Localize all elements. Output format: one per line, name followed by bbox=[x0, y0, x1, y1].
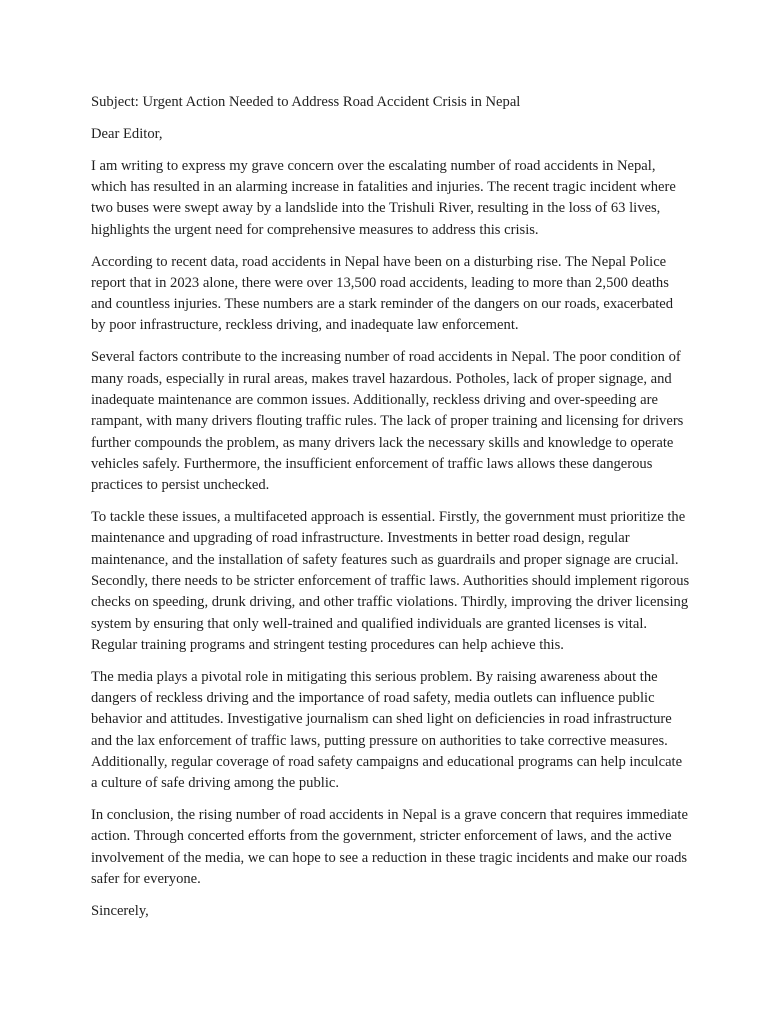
paragraph-causes: Several factors contribute to the increasing number of road accidents in Nepal. The poor condition of many roads, especially in rural areas, makes travel hazardous. Potholes, lack of proper signage, and inadequate maintenance are common issues. Additionally, reckless driving and over-speeding are rampant, with many drivers flouting traffic rules. The lack of proper training and licensing for drivers further compounds the problem, as many drivers lack the necessary skills and knowledge to operate vehicles safely. Furthermore, the insufficient enforcement of traffic laws allows these dangerous practices to persist unchecked. bbox=[91, 349, 684, 494]
letter-document bbox=[91, 92, 691, 933]
letter-closing: Sincerely, bbox=[91, 902, 149, 919]
paragraph-statistics: According to recent data, road accidents in Nepal have been on a disturbing rise. The Nepal Police report that in 2023 alone, there were over 13,500 road accidents, leading to more than 2,500 deaths and countless injuries. These numbers are a stark reminder of the dangers on our roads, exacerbated by poor infrastructure, reckless driving, and inadequate law enforcement. bbox=[91, 253, 674, 334]
paragraph-conclusion: In conclusion, the rising number of road accidents in Nepal is a grave concern that requires immediate action. Through concerted efforts from the government, stricter enforcement of laws, and the active involvement of the media, we can hope to see a reduction in these tragic incidents and make our roads safer for everyone. bbox=[91, 807, 688, 887]
paragraph-media-role: The media plays a pivotal role in mitigating this serious problem. By raising awareness about the dangers of reckless driving and the importance of road safety, media outlets can influence public behavior and attitudes. Investigative journalism can shed light on deficiencies in road infrastructure and the lax enforcement of traffic laws, putting pressure on authorities to take corrective measures. Additionally, regular coverage of road safety campaigns and educational programs can help inculcate a culture of safe driving among the public. bbox=[91, 668, 683, 792]
paragraph-concern: I am writing to express my grave concern over the escalating number of road accidents in Nepal, which has resulted in an alarming increase in fatalities and injuries. The recent tragic incident where two buses were swept away by a landslide into the Trishuli River, resulting in the loss of 63 lives, highlights the urgent need for comprehensive measures to address this crisis. bbox=[91, 157, 676, 238]
paragraph-solutions: To tackle these issues, a multifaceted approach is essential. Firstly, the government must prioritize the maintenance and upgrading of road infrastructure. Investments in better road design, regular maintenance, and the installation of safety features such as guardrails and proper signage are crucial. Secondly, there needs to be stricter enforcement of traffic laws. Authorities should implement rigorous checks on speeding, drunk driving, and other traffic violations. Thirdly, improving the driver licensing system by ensuring that only well-trained and qualified individuals are granted licenses is vital. Regular training programs and stringent testing procedures can help achieve this. bbox=[91, 509, 690, 653]
letter-subject: Subject: Urgent Action Needed to Address Road Accident Crisis in Nepal bbox=[91, 94, 521, 110]
letter-salutation: Dear Editor, bbox=[91, 125, 163, 142]
